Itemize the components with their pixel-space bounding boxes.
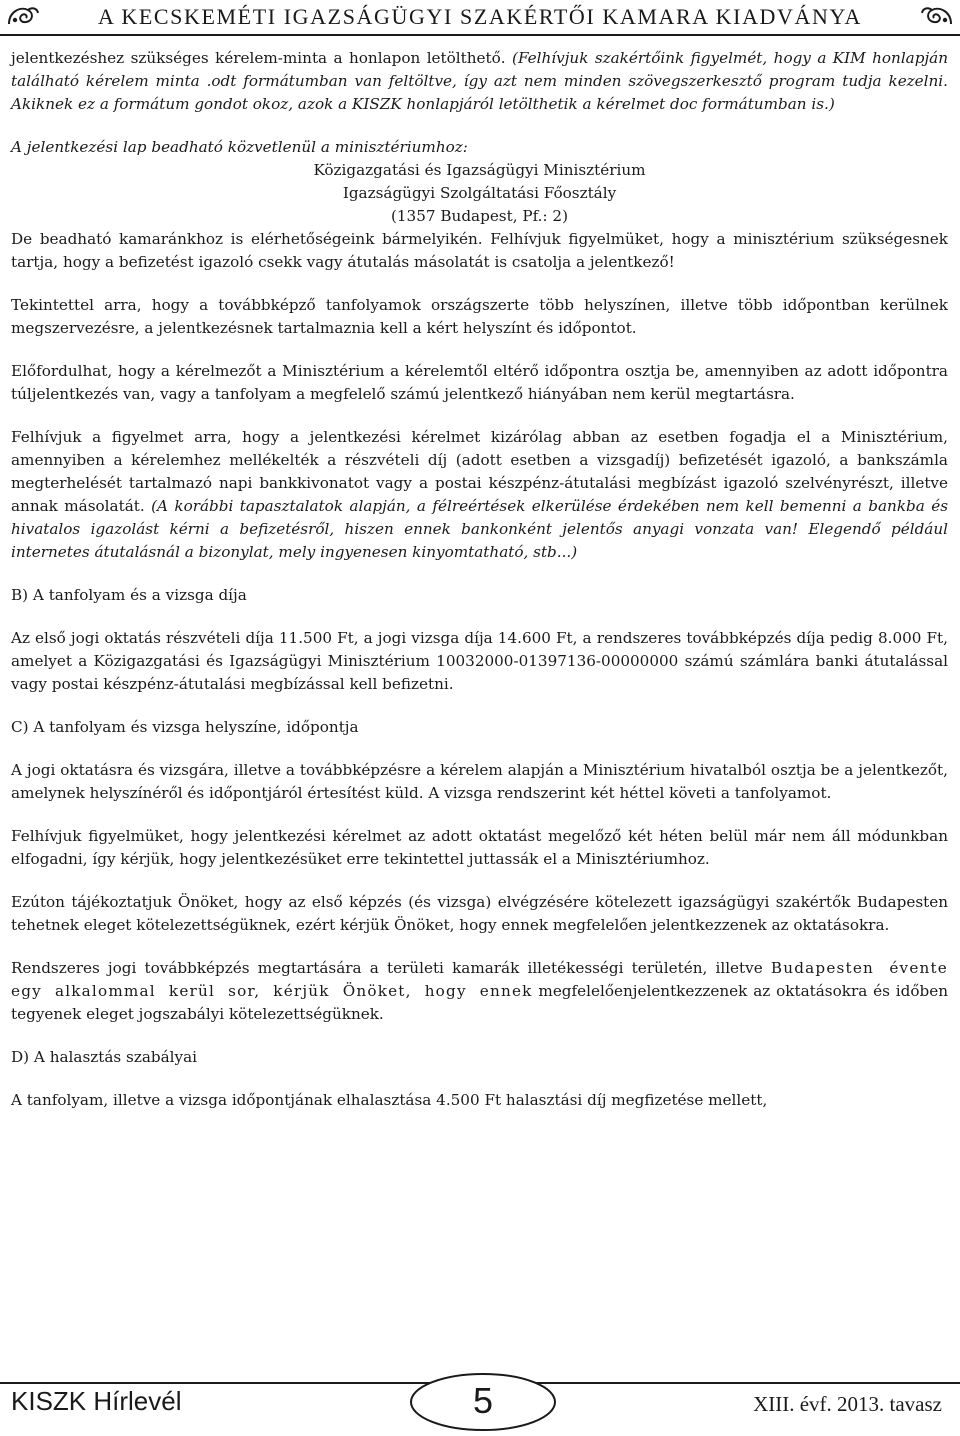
header-rule (0, 34, 960, 36)
paragraph (11, 47, 948, 116)
paragraph: De beadható kamaránkhoz is elérhetőségeink bármelyikén. Felhívjuk figyelmüket, hogy a minisztérium szükségesnek tartja, hogy a befizetést igazoló csekk vagy átutalás másolatát is csatolja a jelentkező! (11, 230, 948, 271)
ornament-right-icon (920, 4, 954, 28)
address-line-1: Közigazgatási és Igazságügyi Minisztérium (313, 161, 646, 179)
section-heading-b: B) A tanfolyam és a vizsga díja (11, 586, 247, 604)
paragraph-line: Rendszeres jogi továbbképzés megtartására a területi kamarák illetékességi területén, illetve (11, 959, 763, 977)
section-heading-c: C) A tanfolyam és vizsga helyszíne, időpontja (11, 718, 359, 736)
paragraph-italic-note: (A korábbi tapasztalatok alapján, a félreértések elkerülése érdekében nem kell bemenni a bankba és hivatalos igazolást kérni a befizetésről, hiszen ennek bankonként jelentős anyagi vonzata van! Elegendő például internetes átutalásnál a bizonylat, mely ingyenesen kinyomtatható, stb...) (11, 497, 948, 561)
paragraph: A jogi oktatásra és vizsgára, illetve a továbbképzésre a kérelem alapján a Minisztérium hivatalból osztja be a jelentkezőt, amelynek helyszínéről és időpontjáról értesítést küld. A vizsga rendszerint két héttel követi a tanfolyamot. (11, 761, 948, 802)
paragraph: Felhívjuk figyelmüket, hogy jelentkezési kérelmet az adott oktatást megelőző két héten belül már nem áll módunkban elfogadni, így kérjük, hogy jelentkezésüket erre tekintettel juttassák el a Minisztériumhoz. (11, 827, 948, 868)
page-number: 5 (472, 1380, 494, 1421)
newsletter-name: KISZK Hírlevél (11, 1386, 182, 1416)
article-body (11, 47, 948, 1112)
publication-title: A KECSKEMÉTI IGAZSÁGÜGYI SZAKÉRTŐI KAMARA KIADVÁNYA (97, 4, 863, 29)
paragraph (11, 957, 948, 1026)
page-header (0, 0, 960, 40)
paragraph-text: Felhívjuk a figyelmet arra, hogy a jelentkezési kérelmet kizárólag abban az esetben fogadja el a Minisztérium, amennyiben a kérelemhez mellékelték a részvételi díj (adott esetben a vizsgadíj) befizetését igazoló, a bankszámla megterhelését tartalmazó napi bankkivonatot vagy a postai készpénz-átutalási megbízást igazoló szelvényrészt, illetve annak másolatát. (11, 428, 948, 515)
paragraph (11, 426, 948, 564)
submission-intro: A jelentkezési lap beadható közvetlenül a minisztériumhoz: (11, 138, 468, 156)
paragraph-line: megfelelőenjelentkezzenek az oktatásokra és időben tegyenek eleget jogszabályi kötelezettségüknek. (11, 982, 948, 1023)
paragraph: Az első jogi oktatás részvételi díja 11.500 Ft, a jogi vizsga díja 14.600 Ft, a rendszeres továbbképzés díja pedig 8.000 Ft, amelyet a Közigazgatási és Igazságügyi Minisztérium 10032000-01397136-00000000 számú számlára banki átutalással vagy postai készpénz-átutalási megbízással kell befizetni. (11, 629, 948, 693)
address-line-3: (1357 Budapest, Pf.: 2) (390, 207, 569, 225)
page-footer (0, 1370, 960, 1436)
paragraph-text: jelentkezéshez szükséges kérelem-minta a honlapon letölthető. (11, 49, 513, 67)
section-heading-d: D) A halasztás szabályai (11, 1048, 198, 1066)
paragraph: Ezúton tájékoztatjuk Önöket, hogy az első képzés (és vizsga) elvégzésére kötelezett igazságügyi szakértők Budapesten tehetnek eleget kötelezettségüknek, ezért kérjük Önöket, hogy ennek megfelelően jelentkezzenek az oktatásokra. (11, 893, 948, 934)
page-number-badge (408, 1370, 558, 1432)
address-line-2: Igazságügyi Szolgáltatási Főosztály (342, 184, 617, 202)
paragraph: Előfordulhat, hogy a kérelmezőt a Minisztérium a kérelemtől eltérő időpontra osztja be, amennyiben az adott időpontra túljelentkezés van, vagy a tanfolyam a megfelelő számú jelentkező hiányában nem kerül megtartásra. (11, 362, 948, 403)
paragraph: Tekintettel arra, hogy a továbbképző tanfolyamok országszerte több helyszínen, illetve több időpontban kerülnek megszervezésre, a jelentkezésnek tartalmaznia kell a kért helyszínt és időpontot. (11, 296, 948, 337)
issue-info: XIII. évf. 2013. tavasz (753, 1392, 942, 1416)
paragraph: A tanfolyam, illetve a vizsga időpontjának elhalasztása 4.500 Ft halasztási díj megfizetése mellett, (11, 1091, 768, 1109)
ornament-left-icon (6, 4, 40, 28)
paragraph-italic-note: (Felhívjuk szakértőink figyelmét, hogy a KIM honlapján található kérelem minta .odt formátumban van feltöltve, így azt nem minden szövegszerkesztő program tudja kezelni. Akiknek ez a formátum gondot okoz, azok a KISZK honlapjáról letölthetik a kérelmet doc formátumban is.) (11, 49, 948, 113)
paragraph-line-spaced: Budapesten évente egy alkalommal kerül sor, kérjük Önöket, hogy ennek (11, 959, 948, 1000)
